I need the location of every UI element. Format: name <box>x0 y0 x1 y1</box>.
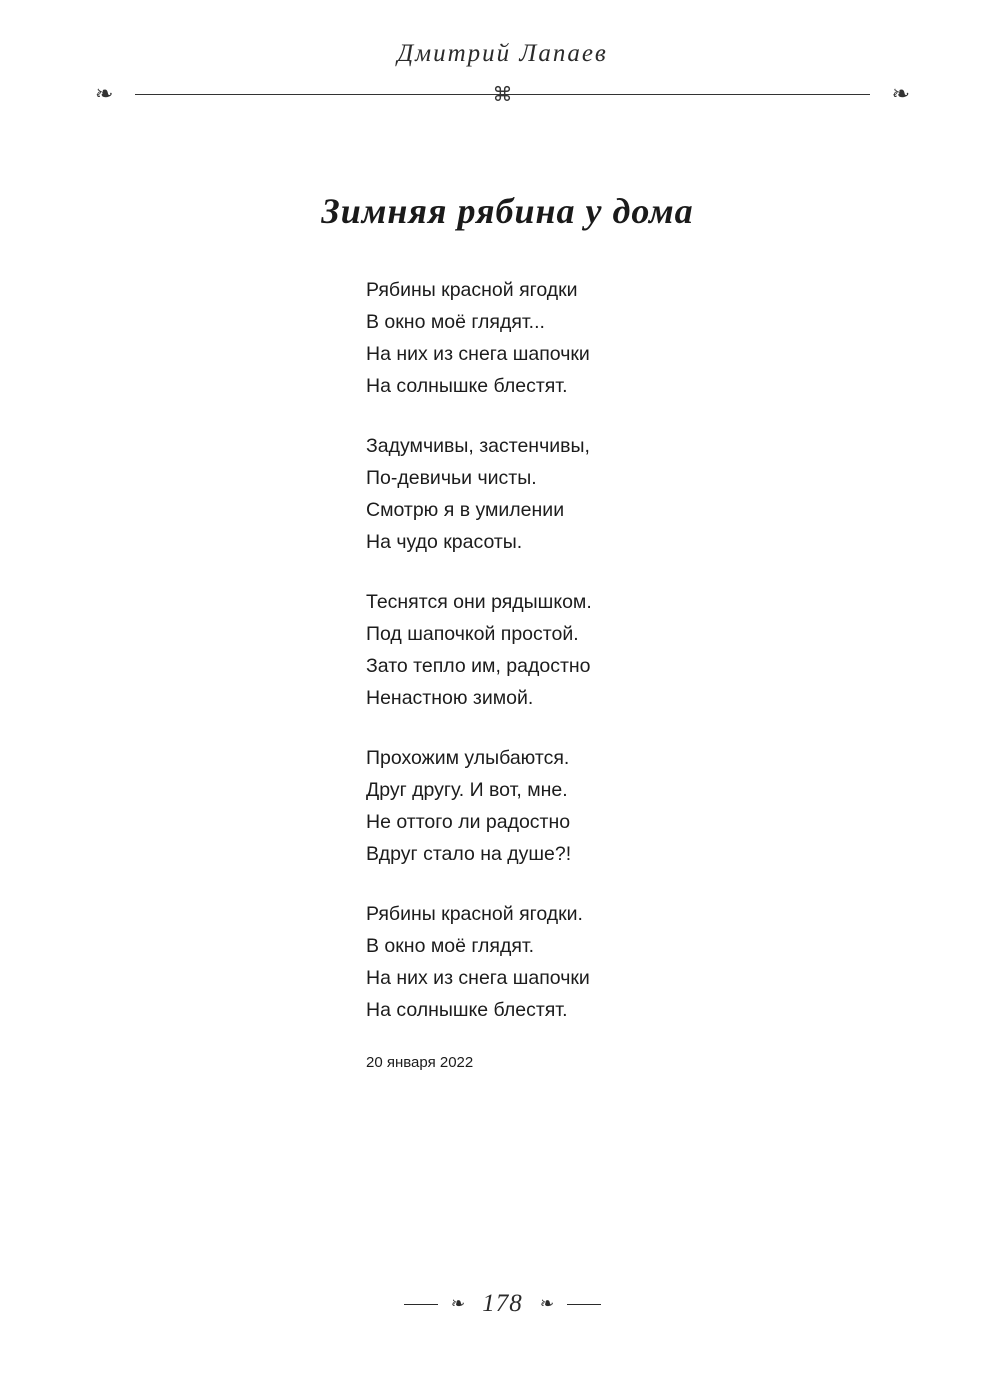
poem-line: Смотрю я в умилении <box>366 499 565 521</box>
poem-body <box>366 274 1005 1071</box>
poem-date: 20 января 2022 <box>366 1054 474 1071</box>
poem-line: Рябины красной ягодки. <box>366 903 583 925</box>
footer-rule-left <box>404 1304 438 1305</box>
poem-line: Вдруг стало на душе?! <box>366 843 572 865</box>
poem-line: Теснятся они рядышком. <box>366 591 592 613</box>
stanza <box>366 586 1005 714</box>
poem-line: В окно моё глядят... <box>366 311 545 333</box>
poem-line: Ненастною зимой. <box>366 687 534 709</box>
poem-line: В окно моё глядят. <box>366 935 535 957</box>
poem-line: Рябины красной ягодки <box>366 279 578 301</box>
stanza <box>366 430 1005 558</box>
flourish-right-icon: ❧ <box>891 82 910 107</box>
poem-line: По-девичьи чисты. <box>366 467 537 489</box>
footer-flourish-right-icon: ❧ <box>539 1294 555 1314</box>
poem-line: На них из снега шапочки <box>366 343 590 365</box>
flourish-center-icon: ⌘ <box>492 82 513 106</box>
stanza <box>366 898 1005 1026</box>
poem-line: На них из снега шапочки <box>366 967 590 989</box>
page-number: 178 <box>482 1290 523 1317</box>
running-head-author: Дмитрий Лапаев <box>397 40 608 67</box>
poem-line: Прохожим улыбаются. <box>366 747 570 769</box>
page-footer <box>0 1290 1005 1318</box>
poem-line: Не оттого ли радостно <box>366 811 571 833</box>
poem-line: Задумчивы, застенчивы, <box>366 435 590 457</box>
running-head <box>0 40 1005 68</box>
poem-line: На чудо красоты. <box>366 531 523 553</box>
poem-title: Зимняя рябина у дома <box>321 191 694 231</box>
poem-container <box>0 190 1005 1071</box>
poem-line: На солнышке блестят. <box>366 375 568 397</box>
footer-rule-right <box>567 1304 601 1305</box>
poem-line: Зато тепло им, радостно <box>366 655 591 677</box>
poem-line: Под шапочкой простой. <box>366 623 579 645</box>
flourish-left-icon: ❧ <box>95 82 114 107</box>
footer-flourish-left-icon: ❧ <box>450 1294 466 1314</box>
stanza <box>366 274 1005 402</box>
poem-line: На солнышке блестят. <box>366 999 568 1021</box>
header-ornament-rule <box>95 78 910 112</box>
poem-line: Друг другу. И вот, мне. <box>366 779 568 801</box>
stanza <box>366 742 1005 870</box>
